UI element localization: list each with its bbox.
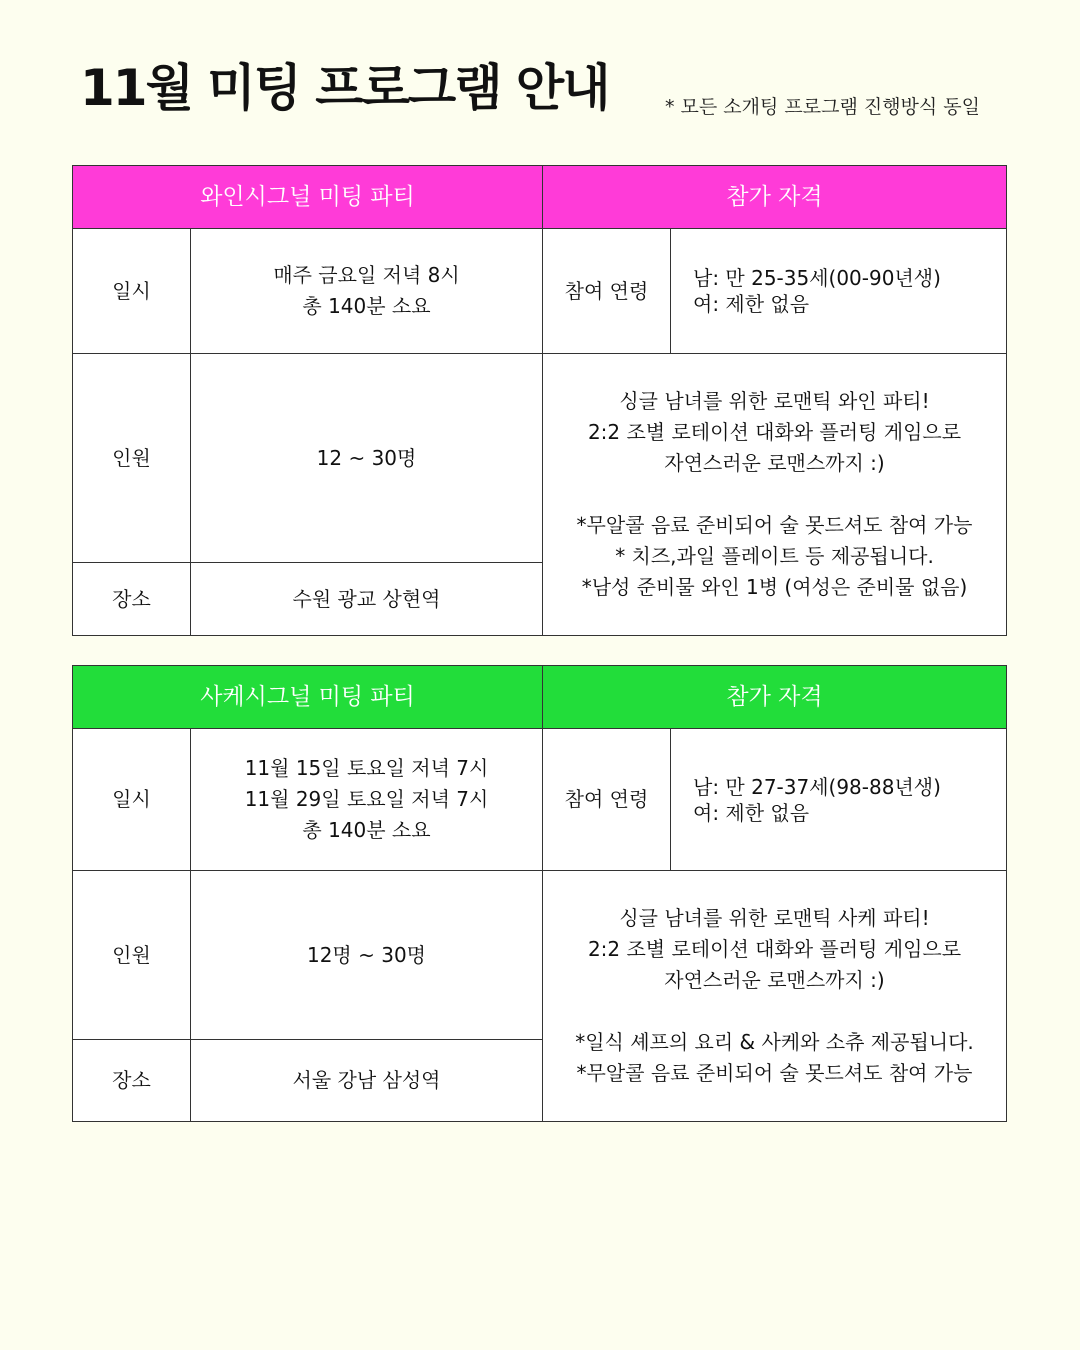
- people-value: 12 ~ 30명: [191, 354, 543, 563]
- qualification-header: 참가 자격: [543, 166, 1007, 229]
- program-name-header: 와인시그널 미팅 파티: [73, 166, 543, 229]
- datetime-label: 일시: [73, 729, 191, 871]
- place-value: 수원 광교 상현역: [191, 563, 543, 636]
- program-description: 싱글 남녀를 위한 로맨틱 사케 파티! 2:2 조별 로테이션 대화와 플러팅 게임으로 자연스러운 로맨스까지 :) *일식 셰프의 요리 & 사케와 소츄 제공됩니다. *무알콜 음료 준비되어 술 못드셔도 참여 가능: [543, 871, 1007, 1122]
- age-value: 남: 만 25-35세(00-90년생) 여: 제한 없음: [671, 229, 1007, 354]
- sake-program-table: [72, 665, 1007, 1122]
- place-label: 장소: [73, 563, 191, 636]
- place-label: 장소: [73, 1040, 191, 1122]
- wine-program-table: [72, 165, 1007, 636]
- datetime-label: 일시: [73, 229, 191, 354]
- people-value: 12명 ~ 30명: [191, 871, 543, 1040]
- program-description: 싱글 남녀를 위한 로맨틱 와인 파티! 2:2 조별 로테이션 대화와 플러팅 게임으로 자연스러운 로맨스까지 :) *무알콜 음료 준비되어 술 못드셔도 참여 가능 * 치즈,과일 플레이트 등 제공됩니다. *남성 준비물 와인 1병 (여성은 준비물 없음): [543, 354, 1007, 636]
- datetime-value: 매주 금요일 저녁 8시 총 140분 소요: [191, 229, 543, 354]
- page-title: 11월 미팅 프로그램 안내: [80, 59, 609, 117]
- people-label: 인원: [73, 354, 191, 563]
- datetime-value: 11월 15일 토요일 저녁 7시 11월 29일 토요일 저녁 7시 총 140분 소요: [191, 729, 543, 871]
- program-name-header: 사케시그널 미팅 파티: [73, 666, 543, 729]
- qualification-header: 참가 자격: [543, 666, 1007, 729]
- page-note: * 모든 소개팅 프로그램 진행방식 동일: [665, 96, 981, 118]
- age-value: 남: 만 27-37세(98-88년생) 여: 제한 없음: [671, 729, 1007, 871]
- people-label: 인원: [73, 871, 191, 1040]
- age-label: 참여 연령: [543, 729, 671, 871]
- place-value: 서울 강남 삼성역: [191, 1040, 543, 1122]
- age-label: 참여 연령: [543, 229, 671, 354]
